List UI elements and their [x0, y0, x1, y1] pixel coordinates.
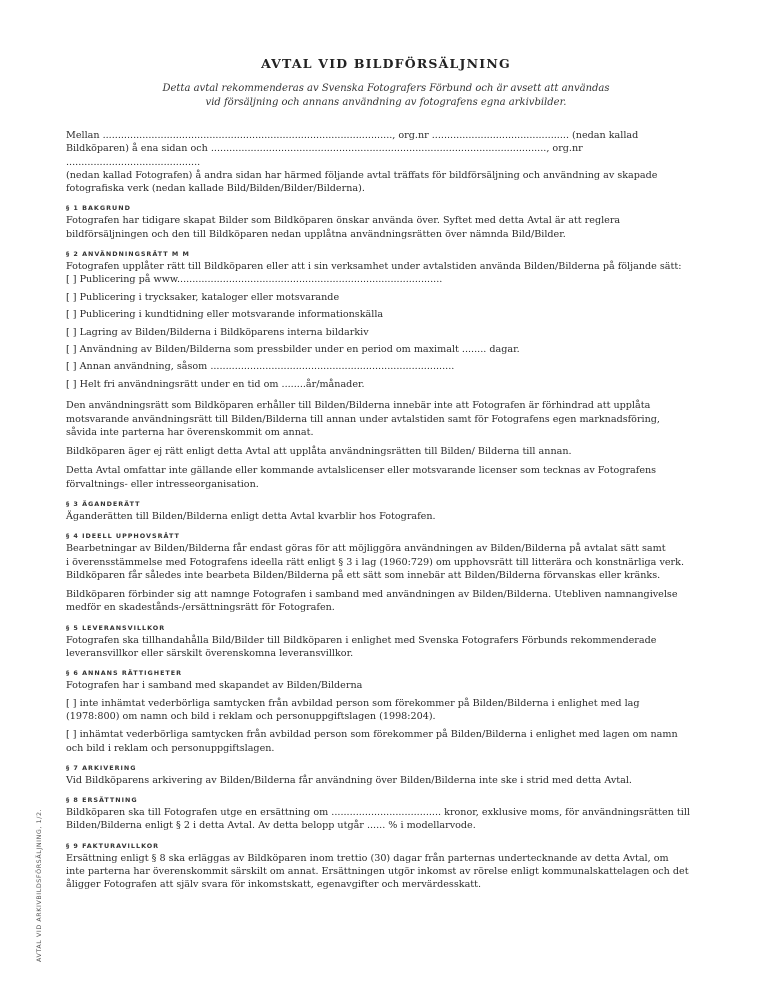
section-5-text: [66, 634, 706, 661]
text-line: och bild i reklam och personuppgiftslagen.: [66, 742, 275, 754]
usage-option[interactable]: [ ] Användning av Bilden/Bilderna som pressbilder under en period om maximalt ........ dagar.: [66, 344, 520, 355]
usage-option[interactable]: [ ] Helt fri användningsrätt under en tid om ........år/månader.: [66, 378, 365, 390]
intro-line: (nedan kallad Fotografen) å andra sidan har härmed följande avtal träffats för bildförsäljning och användning av skapade: [66, 169, 658, 181]
text-line: förvaltnings- eller intresseorganisation.: [66, 478, 259, 490]
subtitle-line: vid försäljning och annans användning av fotografens egna arkivbilder.: [205, 96, 567, 108]
usage-option[interactable]: [ ] Publicering i trycksaker, kataloger eller motsvarande: [66, 291, 340, 303]
section-heading-5: § 5 LEVERANSVILLKOR: [66, 623, 166, 632]
section-heading-3: § 3 ÄGANDERÄTT: [66, 500, 141, 508]
text-line: [ ] inte inhämtat vederbörliga samtycken från avbildad person som förekommer på Bilden/Bilderna i enlighet med lag: [66, 697, 640, 709]
text-line: inte parterna har överenskommit särskilt om annat. Ersättningen utgör inkomst av rörelse enligt kommunalskattelagen och det: [66, 866, 689, 878]
text-line: Detta Avtal omfattar inte gällande eller kommande avtalslicenser eller motsvarande licenser som tecknas av Fotografens: [66, 465, 657, 477]
text-line: Bildköparen äger ej rätt enligt detta Avtal att upplåta användningsrätten till Bilden/ Bilderna till annan.: [66, 446, 572, 458]
section-2-para-1: [66, 399, 706, 439]
section-heading-7: § 7 ARKIVERING: [66, 763, 137, 772]
text-line: Fotografen ska tillhandahålla Bild/Bilder till Bildköparen i enlighet med Svenska Fotografers Förbunds rekommenderade: [66, 634, 657, 646]
document-title: AVTAL VID BILDFÖRSÄLJNING: [261, 56, 511, 71]
text-line: Ersättning enligt § 8 ska erläggas av Bildköparen inom trettio (30) dagar från parternas undertecknande av detta Avtal, om: [66, 852, 669, 864]
section-heading-8: § 8 ERSÄTTNING: [66, 796, 138, 805]
section-1-text: [66, 214, 706, 241]
section-heading-9: § 9 FAKTURAVILLKOR: [66, 841, 160, 850]
text-line: Bildköparen får således inte bearbeta Bilden/Bilderna på ett sätt som innebär att Bilden/Bilderna förvanskas eller kränks.: [66, 569, 661, 581]
text-line: Fotografen har tidigare skapat Bilder som Bildköparen önskar använda över. Syftet med detta Avtal är att reglera: [66, 215, 621, 227]
section-heading-2: § 2 ANVÄNDNINGSRÄTT M M: [66, 250, 190, 259]
consent-option-not-obtained[interactable]: [66, 697, 706, 724]
section-8-text: [66, 806, 706, 833]
usage-option[interactable]: [ ] Annan användning, såsom ................................................................................: [66, 361, 455, 373]
page-side-label: AVTAL VID ARKIVBILDSFÖRSÄLJNING, 1/2.: [36, 808, 43, 962]
text-line: Vid Bildköparens arkivering av Bilden/Bilderna får användning över Bilden/Bilderna inte ske i strid med detta Avtal.: [66, 774, 632, 786]
text-line: åligger Fotografen att själv svara för inkomstskatt, egenavgifter och mervärdesskatt.: [66, 879, 482, 891]
section-4-para-2: [66, 588, 706, 615]
section-2-lead: Fotografen upplåter rätt till Bildköparen eller att i sin verksamhet under avtalstiden använda Bilden/Bilderna på följande sätt:: [66, 261, 682, 273]
section-heading-4: § 4 IDEELL UPPHOVSRÄTT: [66, 532, 180, 541]
text-line: medför en skadestånds-/ersättningsrätt för Fotografen.: [66, 602, 335, 614]
consent-option-obtained[interactable]: [66, 728, 706, 755]
text-line: såvida inte parterna har överenskommit om annat.: [66, 426, 314, 438]
section-9-text: [66, 852, 706, 892]
section-7-text: [66, 774, 706, 787]
section-4-para-1: [66, 542, 706, 582]
section-heading-6: § 6 ANNANS RÄTTIGHETER: [66, 669, 183, 678]
text-line: [ ] inhämtat vederbörliga samtycken från avbildad person som förekommer på Bilden/Bilderna i enlighet med lagen om namn: [66, 729, 678, 741]
agreement-page: [66, 56, 706, 898]
text-line: Den användningsrätt som Bildköparen erhåller till Bilden/Bilderna innebär inte att Fotografen är förhindrad att upplåta: [66, 400, 651, 412]
text-line: Bildköparen ska till Fotografen utge en ersättning om .................................... kronor, exklusive moms, för användningsrätten till: [66, 807, 690, 819]
text-line: i överensstämmelse med Fotografens ideella rätt enligt § 3 i lag (1960:729) om upphovsrätt till litterära och konstnärliga verk.: [66, 556, 684, 568]
subtitle-line: Detta avtal rekommenderas av Svenska Fotografers Förbund och är avsett att användas: [162, 83, 610, 94]
text-line: leveransvillkor eller särskilt överenskomna leveransvillkor.: [66, 648, 354, 660]
section-2-para-2: [66, 445, 706, 458]
document-subtitle: [66, 82, 706, 109]
text-line: (1978:800) om namn och bild i reklam och personuppgiftslagen (1998:204).: [66, 710, 436, 722]
section-2-para-3: [66, 464, 706, 491]
intro-paragraph: [66, 129, 706, 195]
text-line: Äganderätten till Bilden/Bilderna enligt detta Avtal kvarblir hos Fotografen.: [66, 511, 436, 522]
section-6-lead: Fotografen har i samband med skapandet av Bilden/Bilderna: [66, 680, 363, 692]
intro-line: Mellan ..............................................................................................., org.nr ............................................. (nedan kallad: [66, 130, 639, 141]
usage-option[interactable]: [ ] Publicering på www.......................................................................................: [66, 274, 443, 286]
text-line: motsvarande användningsrätt till Bilden/Bilderna till annan under avtalstiden samt för Fotografens egen marknadsföring,: [66, 413, 660, 425]
intro-line: Bildköparen) å ena sidan och .............................................................................................................., org.nr ............................................: [66, 143, 583, 168]
usage-options-list: [66, 271, 706, 393]
text-line: bildförsäljningen och den till Bildköparen nedan upplåtna användningsrätten över nämnda Bild/Bilder.: [66, 228, 566, 240]
text-line: Bearbetningar av Bilden/Bilderna får endast göras för att möjliggöra användningen av Bilden/Bilderna på avtalat sätt samt: [66, 543, 666, 555]
section-3-text: [66, 510, 706, 523]
usage-option[interactable]: [ ] Publicering i kundtidning eller motsvarande informationskälla: [66, 309, 384, 321]
text-line: Bildköparen förbinder sig att namnge Fotografen i samband med användningen av Bilden/Bilderna. Utebliven namnangivelse: [66, 589, 678, 601]
section-heading-1: § 1 BAKGRUND: [66, 204, 131, 213]
text-line: Bilden/Bilderna enligt § 2 i detta Avtal. Av detta belopp utgår ...... % i modellarvode.: [66, 820, 476, 832]
usage-option[interactable]: [ ] Lagring av Bilden/Bilderna i Bildköparens interna bildarkiv: [66, 326, 369, 338]
intro-line: fotografiska verk (nedan kallade Bild/Bilden/Bilder/Bilderna).: [66, 183, 365, 195]
